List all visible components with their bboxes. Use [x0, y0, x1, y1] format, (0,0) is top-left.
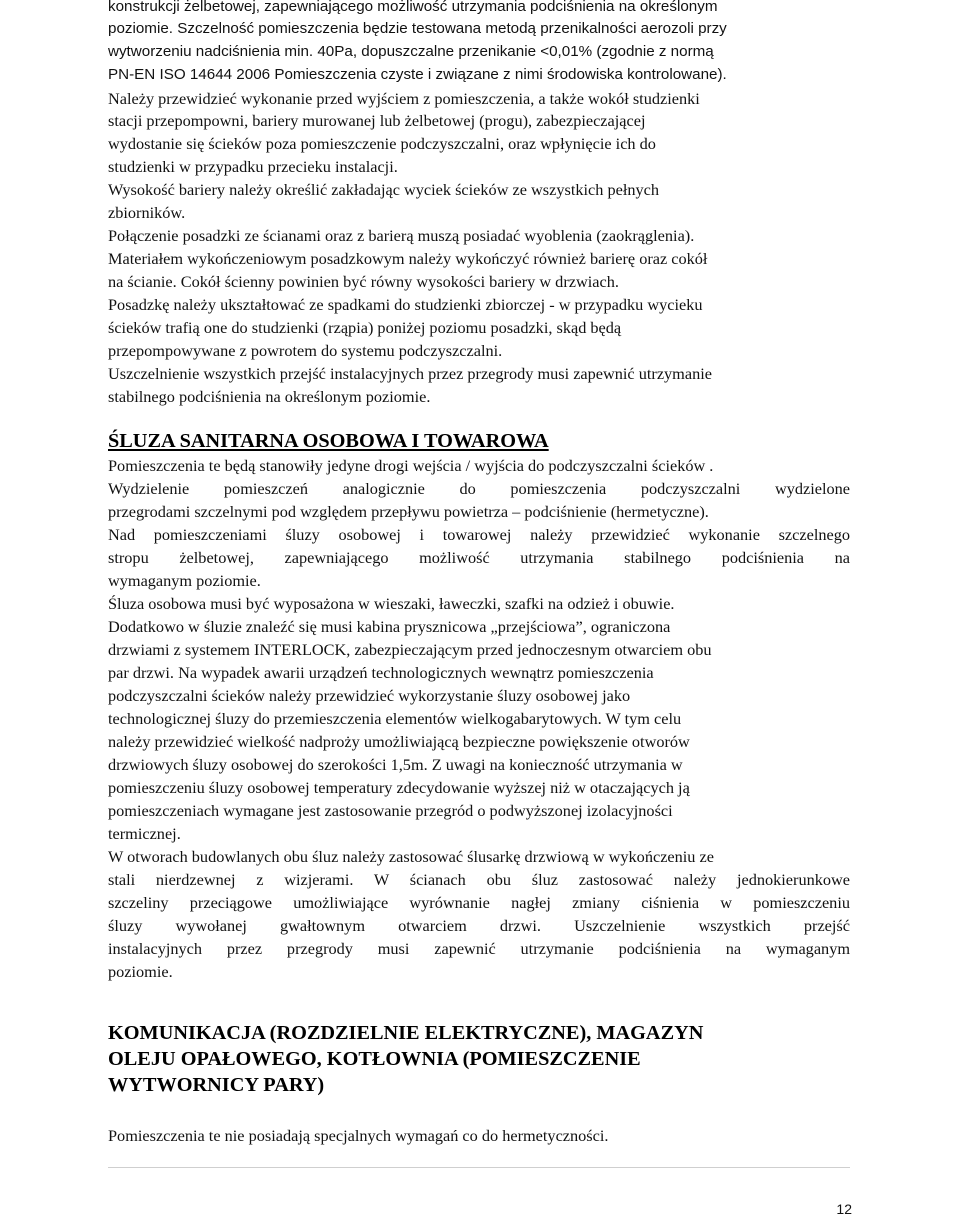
paragraph-line: podczyszczalni ścieków należy przewidzieć wykorzystanie śluzy osobowej jako — [108, 686, 631, 705]
paragraph-line: poziomie. Szczelność pomieszczenia będzie testowana metodą przenikalności aerozoli przy — [108, 20, 727, 37]
paragraph-line: Śluza osobowa musi być wyposażona w wieszaki, ławeczki, szafki na odzież i obuwie. — [108, 594, 675, 613]
page-number: 12 — [836, 1201, 852, 1217]
paragraph-line: Materiałem wykończeniowym posadzkowym należy wykończyć również barierę oraz cokół — [108, 249, 708, 268]
paragraph-line: Wysokość bariery należy określić zakładając wyciek ścieków ze wszystkich pełnych — [108, 180, 660, 199]
paragraph-line: Pomieszczenia te będą stanowiły jedyne drogi wejścia / wyjścia do podczyszczalni ścieków . — [108, 456, 714, 475]
paragraph-line: stropu żelbetowej, zapewniającego możliwość utrzymania stabilnego podciśnienia na — [108, 548, 850, 567]
paragraph-line: na ścianie. Cokół ścienny powinien być równy wysokości bariery w drzwiach. — [108, 272, 619, 291]
paragraph-line: wymaganym poziomie. — [108, 571, 261, 590]
paragraph-line: pomieszczeniu śluzy osobowej temperatury zdecydowanie wyższej niż w otaczających ją — [108, 778, 690, 797]
paragraph-line: przegrodami szczelnymi pod względem przepływu powietrza – podciśnienie (hermetyczne). — [108, 502, 709, 521]
paragraph-line: Nad pomieszczeniami śluzy osobowej i towarowej należy przewidzieć wykonanie szczelnego — [108, 525, 850, 544]
paragraph-line: wytworzeniu nadciśnienia min. 40Pa, dopuszczalne przenikanie <0,01% (zgodnie z normą — [108, 43, 714, 60]
paragraph-line: ścieków trafią one do studzienki (rząpia) poniżej poziomu posadzki, skąd będą — [108, 318, 622, 337]
paragraph-line: śluzy wywołanej gwałtownym otwarciem drzwi. Uszczelnienie wszystkich przejść — [108, 916, 850, 935]
paragraph-line: studzienki w przypadku przecieku instalacji. — [108, 157, 398, 176]
paragraph-line: stabilnego podciśnienia na określonym poziomie. — [108, 387, 431, 406]
section-heading: ŚLUZA SANITARNA OSOBOWA I TOWAROWA — [108, 430, 549, 452]
paragraph-line: Uszczelnienie wszystkich przejść instalacyjnych przez przegrody musi zapewnić utrzymanie — [108, 364, 712, 383]
paragraph-line: poziomie. — [108, 962, 173, 981]
paragraph-line: należy przewidzieć wielkość nadprożу umożliwiającą bezpieczne powiększenie otworów — [108, 732, 690, 751]
paragraph-line: konstrukcji żelbetowej, zapewniającego możliwość utrzymania podciśnienia na określonym — [108, 0, 718, 15]
paragraph-line: par drzwi. Na wypadek awarii urządzeń technologicznych wewnątrz pomieszczenia — [108, 663, 654, 682]
paragraph-line: pomieszczeniach wymagane jest zastosowanie przegród o podwyższonej izolacyjności — [108, 801, 673, 820]
paragraph-line: zbiorników. — [108, 203, 186, 222]
paragraph-line: technologicznej śluzy do przemieszczenia elementów wielkogabarytowych. W tym celu — [108, 709, 682, 728]
paragraph-line: szczeliny przeciągowe umożliwiające wyrównanie nagłej zmiany ciśnienia w pomieszczeniu — [108, 893, 850, 912]
paragraph-line: Wydzielenie pomieszczeń analogicznie do pomieszczenia podczyszczalni wydzielone — [108, 479, 850, 498]
paragraph-line: Pomieszczenia te nie posiadają specjalnych wymagań co do hermetyczności. — [108, 1126, 609, 1145]
paragraph-line: Połączenie posadzki ze ścianami oraz z barierą muszą posiadać wyoblenia (zaokrąglenia). — [108, 226, 695, 245]
paragraph-line: wydostanie się ścieków poza pomieszczenie podczyszczalni, oraz wpłynięcie ich do — [108, 134, 656, 153]
paragraph-line: instalacyjnych przez przegrody musi zapewnić utrzymanie podciśnienia na wymaganym — [108, 939, 850, 958]
paragraph-line: Dodatkowo w śluzie znaleźć się musi kabina prysznicowa „przejściowa”, ograniczona — [108, 617, 671, 636]
section-heading: OLEJU OPAŁOWEGO, KOTŁOWNIA (POMIESZCZENIE — [108, 1048, 641, 1070]
paragraph-line: Należy przewidzieć wykonanie przed wyjściem z pomieszczenia, a także wokół studzienki — [108, 89, 700, 108]
paragraph-line: termicznej. — [108, 824, 181, 843]
paragraph-line: stali nierdzewnej z wizjerami. W ścianach obu śluz zastosować należy jednokierunkowe — [108, 870, 850, 889]
section-heading: KOMUNIKACJA (ROZDZIELNIE ELEKTRYCZNE), MAGAZYN — [108, 1022, 704, 1044]
footer-divider — [108, 1167, 850, 1168]
paragraph-line: W otworach budowlanych obu śluz należy zastosować ślusarkę drzwiową w wykończeniu ze — [108, 847, 714, 866]
paragraph-line: PN-EN ISO 14644 2006 Pomieszczenia czyste i związane z nimi środowiska kontrolowane). — [108, 66, 727, 83]
section-heading: WYTWORNICY PARY) — [108, 1074, 325, 1096]
paragraph-line: stacji przepompowni, bariery murowanej lub żelbetowej (progu), zabezpieczającej — [108, 111, 646, 130]
paragraph-line: Posadzkę należy ukształtować ze spadkami do studzienki zbiorczej - w przypadku wycieku — [108, 295, 703, 314]
paragraph-line: drzwiami z systemem INTERLOCK, zabezpieczającym przed jednoczesnym otwarciem obu — [108, 640, 712, 659]
paragraph-line: drzwiowych śluzy osobowej do szerokości 1,5m. Z uwagi na konieczność utrzymania w — [108, 755, 683, 774]
paragraph-line: przepompowywane z powrotem do systemu podczyszczalni. — [108, 341, 503, 360]
